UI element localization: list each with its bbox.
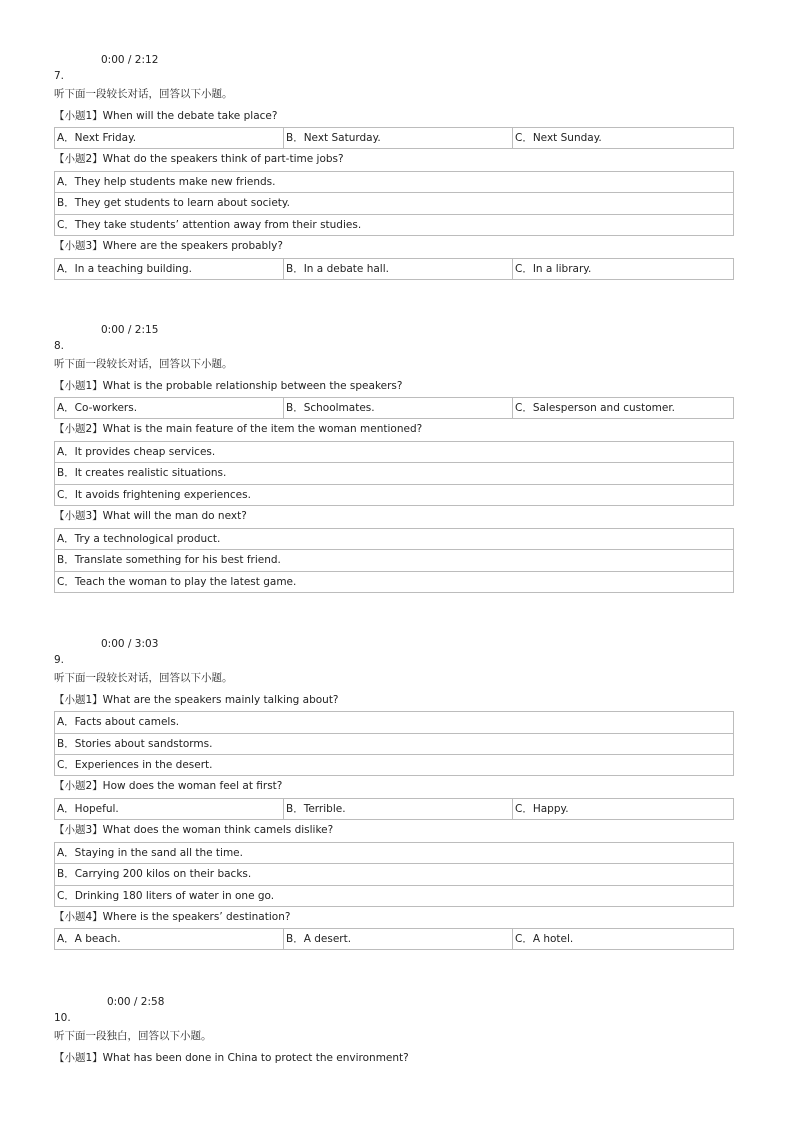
option-c: C．Happy. [512,799,733,819]
subquestion-1: 【小题1】When will the debate take place? [54,109,278,122]
question-number: 10. [54,1012,71,1024]
option-b: B．Schoolmates. [283,398,512,418]
question-9 [54,636,734,950]
option-a: A．In a teaching building. [57,262,192,275]
options-row [54,928,734,950]
subquestion-2: 【小题2】What do the speakers think of part-time jobs? [54,153,344,166]
subquestion-3: 【小题3】Where are the speakers probably? [54,239,283,252]
question-8 [54,322,734,593]
audio-time: 0:00 / 2:15 [101,324,159,336]
option-c: C．Teach the woman to play the latest game. [54,571,734,593]
option-a: A．Facts about camels. [54,711,734,733]
option-a: A．Try a technological product. [54,528,734,550]
audio-time: 0:00 / 3:03 [101,638,159,650]
option-b: B．A desert. [283,929,512,949]
subquestion-2: 【小题2】How does the woman feel at first? [54,780,283,793]
audio-time: 0:00 / 2:12 [101,54,159,66]
question-number: 8. [54,340,65,352]
option-c: C．A hotel. [512,929,733,949]
option-b: B．Next Saturday. [283,128,512,148]
option-c: C．They take students’ attention away from their studies. [54,214,734,236]
option-a: A．They help students make new friends. [54,171,734,193]
option-b: B．Translate something for his best friend. [54,549,734,571]
option-a: A．Hopeful. [57,802,119,815]
subquestion-1: 【小题1】What are the speakers mainly talking about? [54,693,339,706]
options-row [54,798,734,820]
option-c: C．Experiences in the desert. [54,754,734,776]
option-c: C．In a library. [512,259,733,279]
option-b: B．In a debate hall. [283,259,512,279]
option-a: A．Next Friday. [57,132,137,145]
question-7 [54,52,734,280]
question-intro: 听下面一段较长对话，回答以下小题。 [54,88,233,100]
option-a: A．Staying in the sand all the time. [54,842,734,864]
question-intro: 听下面一段较长对话，回答以下小题。 [54,358,233,370]
question-intro: 听下面一段独白，回答以下小题。 [54,1030,212,1042]
option-c: C．Next Sunday. [512,128,733,148]
audio-time: 0:00 / 2:58 [107,996,165,1008]
option-c: C．Drinking 180 liters of water in one go. [54,885,734,907]
subquestion-1: 【小题1】What is the probable relationship between the speakers? [54,379,403,392]
option-b: B．Terrible. [283,799,512,819]
question-number: 9. [54,654,65,666]
option-c: C．It avoids frightening experiences. [54,484,734,506]
subquestion-3: 【小题3】What will the man do next? [54,509,247,522]
subquestion-1: 【小题1】What has been done in China to protect the environment? [54,1051,409,1064]
question-number: 7. [54,70,65,82]
option-b: B．Stories about sandstorms. [54,733,734,755]
question-intro: 听下面一段较长对话，回答以下小题。 [54,672,233,684]
question-10 [54,994,734,1069]
subquestion-4: 【小题4】Where is the speakers’ destination? [54,910,291,923]
option-b: B．Carrying 200 kilos on their backs. [54,863,734,885]
audio-player[interactable] [101,322,781,338]
subquestion-3: 【小题3】What does the woman think camels dislike? [54,823,334,836]
option-a: A．A beach. [57,933,121,946]
audio-player[interactable] [101,636,781,652]
options-row [54,397,734,419]
options-row [54,127,734,149]
option-a: A．Co-workers. [57,402,138,415]
options-row [54,258,734,280]
audio-player[interactable] [107,994,787,1010]
audio-player[interactable] [101,52,781,68]
option-c: C．Salesperson and customer. [512,398,733,418]
option-a: A．It provides cheap services. [54,441,734,463]
subquestion-2: 【小题2】What is the main feature of the item the woman mentioned? [54,423,423,436]
option-b: B．They get students to learn about society. [54,192,734,214]
option-b: B．It creates realistic situations. [54,462,734,484]
